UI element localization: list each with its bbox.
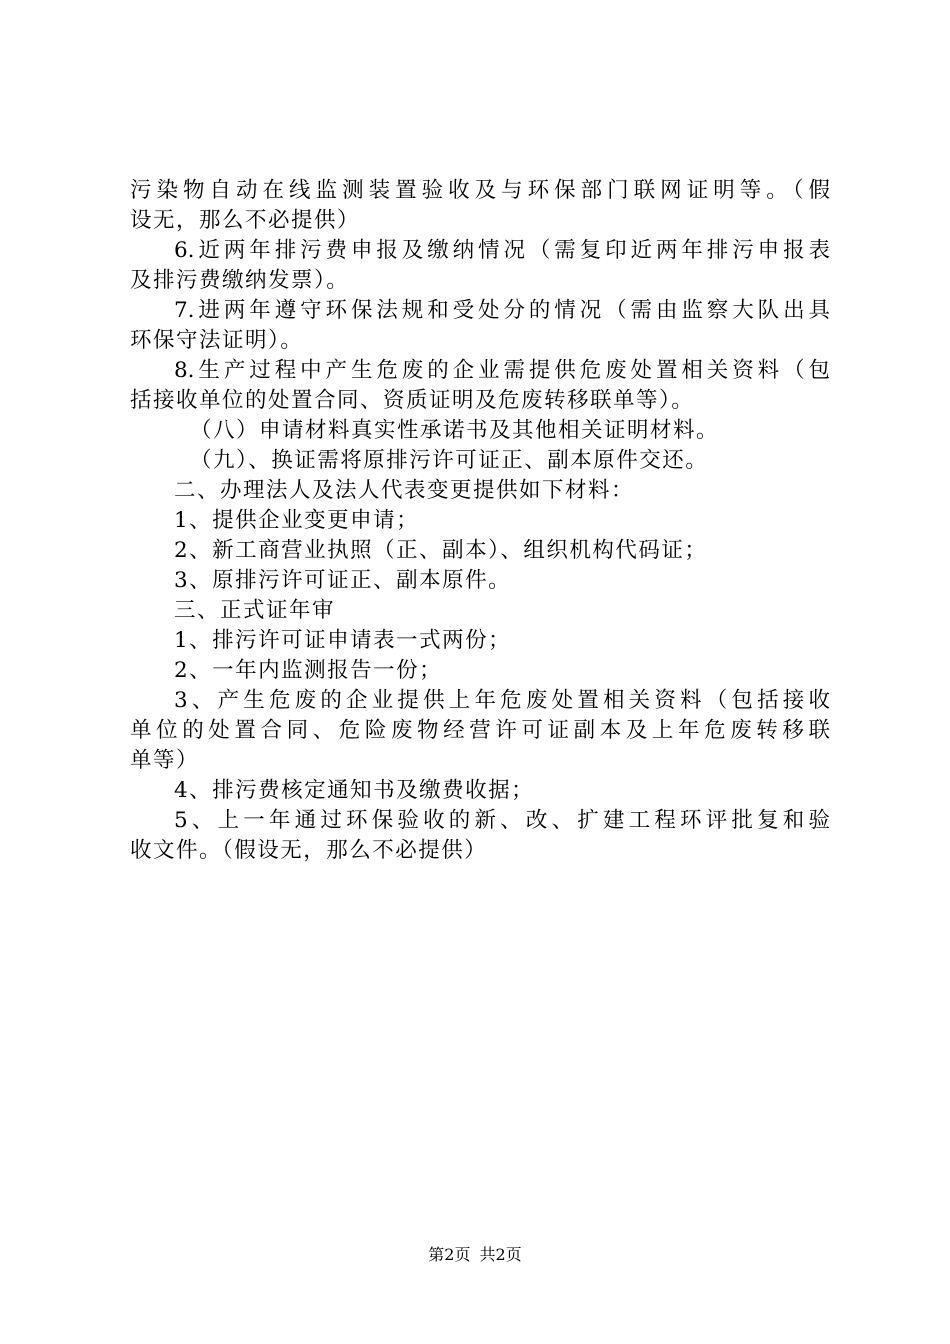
list-item: 5、上一年通过环保验收的新、改、扩建工程环评批复和验: [174, 808, 830, 833]
paragraph-line: 设无，那么不必提供）: [130, 208, 361, 233]
section-heading-2: 二、办理法人及法人代表变更提供如下材料：: [174, 478, 635, 503]
list-item-8: 8.生产过程中产生危废的企业需提供危废处置相关资料（包: [174, 358, 830, 383]
list-item-6: 6.近两年排污费申报及缴纳情况（需复印近两年排污申报表: [174, 238, 830, 263]
paragraph-line: 及排污费缴纳发票）。: [130, 268, 350, 293]
list-item: 2、一年内监测报告一份；: [174, 658, 443, 683]
section-item-9: （九）、换证需将原排污许可证正、副本原件交还。: [190, 448, 709, 473]
paragraph-line: 环保守法证明）。: [130, 328, 304, 353]
section-item-8: （八）申请材料真实性承诺书及其他相关证明材料。: [190, 418, 720, 443]
page-footer: [0, 1245, 950, 1265]
paragraph-line: 单位的处置合同、危险废物经营许可证副本及上年危废转移联: [130, 718, 830, 743]
list-item: 1、提供企业变更申请；: [174, 508, 420, 533]
list-item: 3、原排污许可证正、副本原件。: [174, 568, 512, 593]
list-item: 4、排污费核定通知书及缴费收据；: [174, 778, 535, 803]
page-total: 共2页: [479, 1245, 522, 1264]
section-heading-3: 三、正式证年审: [174, 598, 336, 623]
paragraph-line: 污染物自动在线监测装置验收及与环保部门联网证明等。（假: [130, 178, 830, 203]
document-body: [130, 176, 830, 866]
paragraph-line: 收文件。（假设无，那么不必提供）: [130, 838, 488, 863]
list-item: 1、排污许可证申请表一式两份；: [174, 628, 512, 653]
page-number: 第2页: [428, 1245, 471, 1264]
paragraph-line: 括接收单位的处置合同、资质证明及危废转移联单等）。: [130, 388, 695, 413]
list-item: 3、产生危废的企业提供上年危废处置相关资料（包括接收: [174, 688, 830, 713]
paragraph-line: 单等）: [130, 748, 200, 773]
list-item: 2、新工商营业执照（正、副本）、组织机构代码证；: [174, 538, 708, 563]
list-item-7: 7.进两年遵守环保法规和受处分的情况（需由监察大队出具: [174, 298, 830, 323]
